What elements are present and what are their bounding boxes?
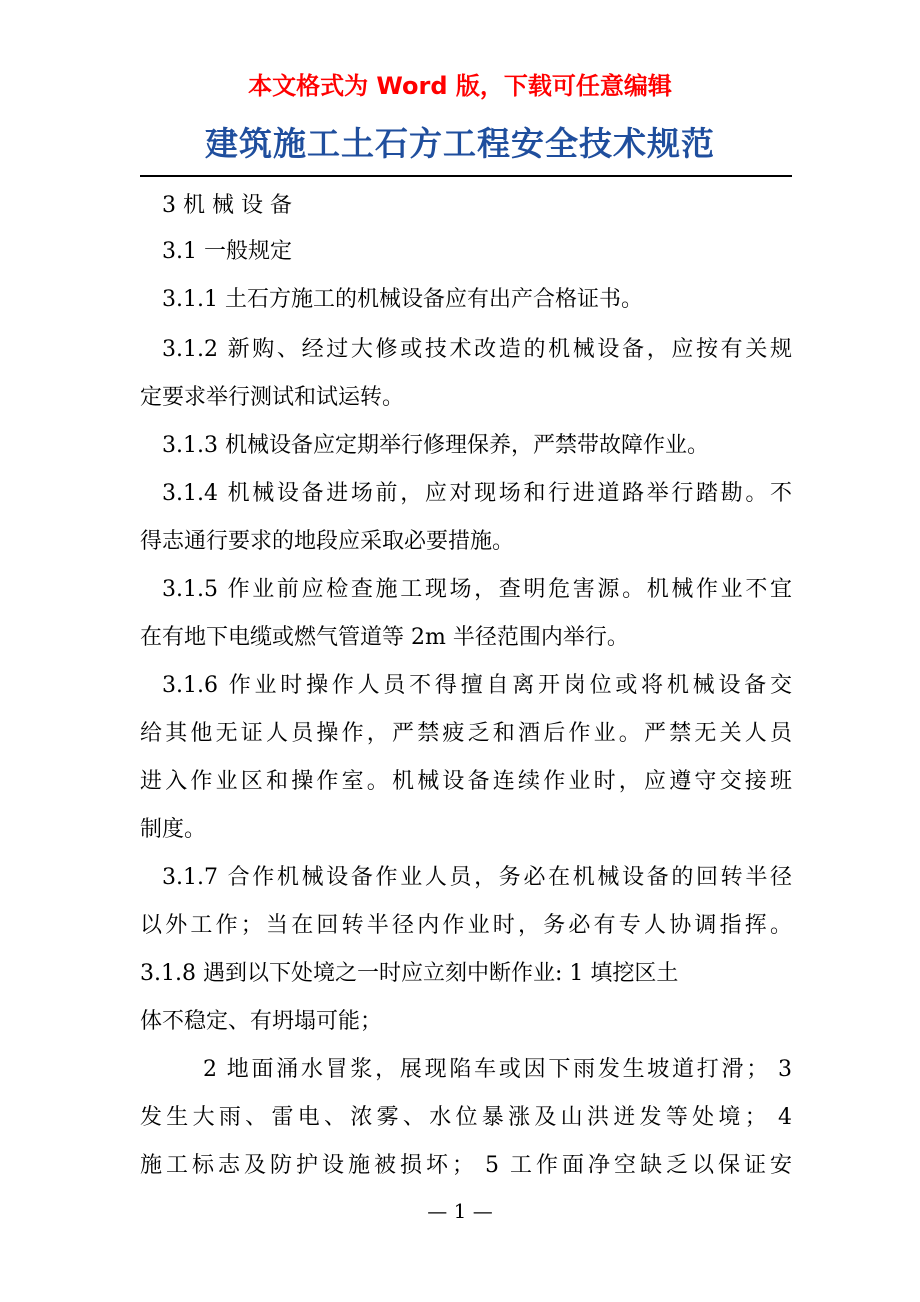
page-number: — 1 — [427,1199,493,1223]
section-heading: 3.1 一般规定 [162,239,292,264]
body-line: 发生大雨、雷电、浓雾、水位暴涨及山洪迸发等处境； 4 [140,1105,792,1130]
body-line: 给其他无证人员操作，严禁疲乏和酒后作业。严禁无关人员 [140,721,792,746]
document-title: 建筑施工土石方工程安全技术规范 [205,124,715,163]
body-line: 制度。 [140,817,207,842]
body-line: 得志通行要求的地段应采取必要措施。 [140,529,515,554]
body-line: 定要求举行测试和试运转。 [140,385,405,410]
body-line: 3.1.4 机械设备进场前，应对现场和行进道路举行踏勘。不 [162,481,792,506]
body-line: 3.1.8 遇到以下处境之一时应立刻中断作业: 1 填挖区土 [140,961,679,986]
body-line: 3.1.7 合作机械设备作业人员，务必在机械设备的回转半径 [162,865,792,890]
body-line: 3.1.6 作业时操作人员不得擅自离开岗位或将机械设备交 [162,673,792,698]
body-line: 3.1.5 作业前应检查施工现场，查明危害源。机械作业不宜 [162,577,792,602]
body-line: 以外工作；当在回转半径内作业时，务必有专人协调指挥。 [140,913,792,938]
chapter-heading: 3 机 械 设 备 [162,193,292,218]
title-divider [140,175,792,177]
body-line: 2 地面涌水冒浆，展现陷车或因下雨发生坡道打滑； 3 [203,1057,792,1082]
body-line: 体不稳定、有坍塌可能； [140,1009,383,1034]
body-line: 3.1.1 土石方施工的机械设备应有出产合格证书。 [162,287,643,312]
body-line: 施工标志及防护设施被损坏； 5 工作面净空缺乏以保证安 [140,1153,792,1178]
body-line: 在有地下电缆或燃气管道等 2m 半径范围内举行。 [140,625,629,650]
body-line: 3.1.2 新购、经过大修或技术改造的机械设备，应按有关规 [162,337,792,362]
body-line: 3.1.3 机械设备应定期举行修理保养，严禁带故障作业。 [162,433,709,458]
format-notice-banner: 本文格式为 Word 版，下载可任意编辑 [248,72,672,100]
body-line: 进入作业区和操作室。机械设备连续作业时，应遵守交接班 [140,769,792,794]
